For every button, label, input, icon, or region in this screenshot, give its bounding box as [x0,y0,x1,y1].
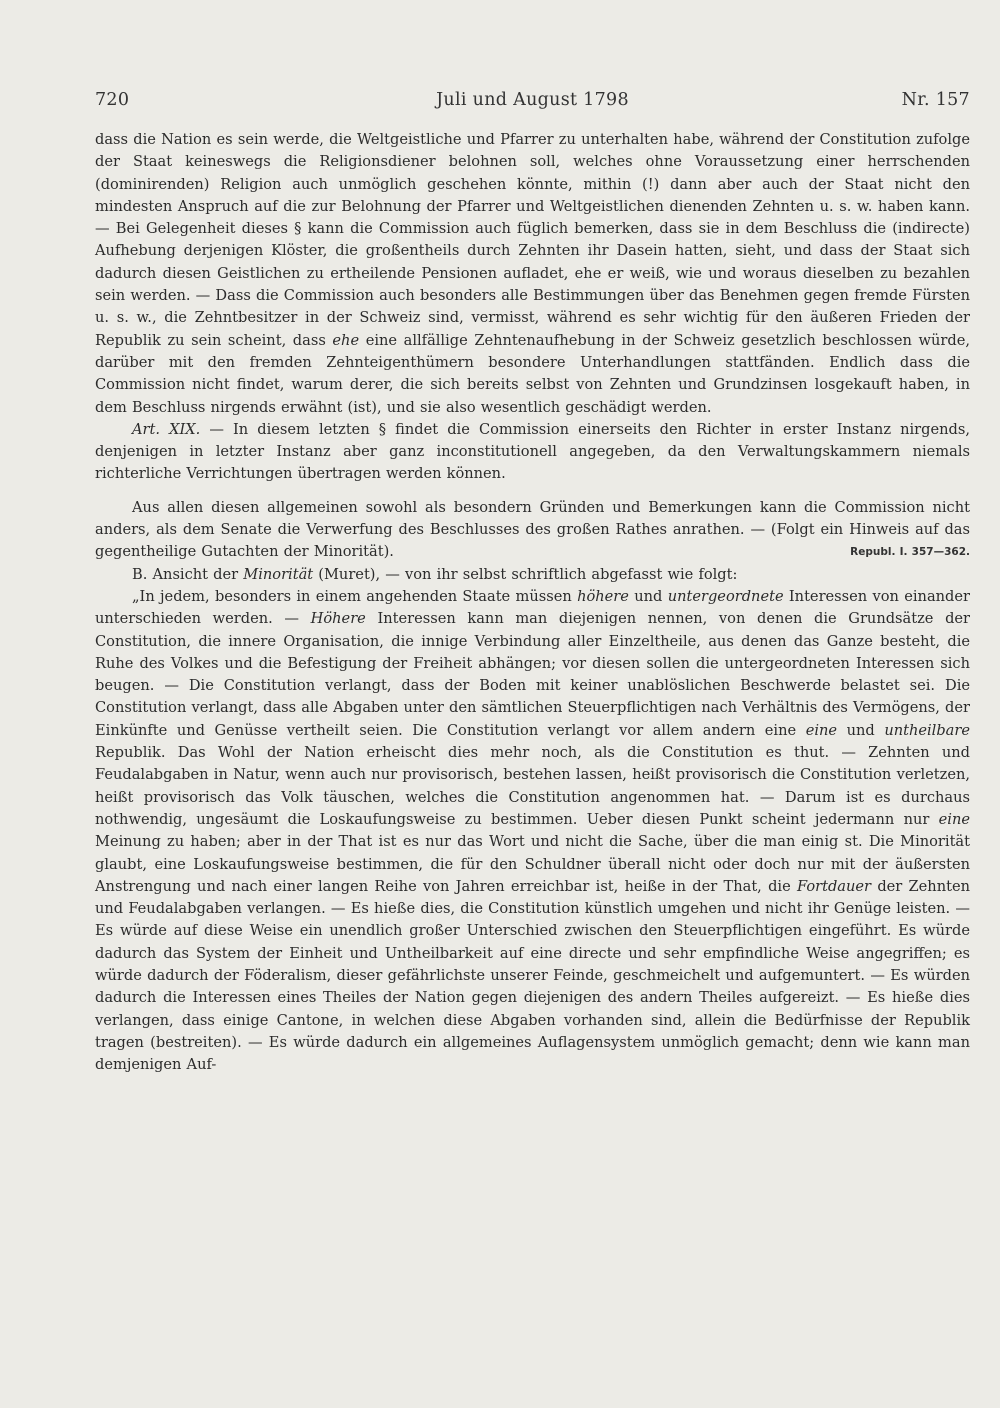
paragraph-3: Aus allen diesen allgemeinen sowohl als besondern Gründen und Bemerkungen kann die Commission nicht anders, als dem Senate die Verwerfung des Beschlusses des großen Rathes anrathen. — (Folgt ein Hinweis auf das gegentheilige Gutachten der Minorität). Republ. I. 357—362. [95,497,970,564]
paragraph-1: dass die Nation es sein werde, die Weltgeistliche und Pfarrer zu unterhalten habe, während der Constitution zufolge der Staat keineswegs die Religionsdiener belohnen soll, welches ohne Voraussetzung einer herrschenden (dominirenden) Religion auch unmöglich geschehen könnte, mithin (!) dann aber auch der Staat nicht den mindesten Anspruch auf die zur Belohnung der Pfarrer und Weltgeistlichen dienenden Zehnten u. s. w. haben kann. — Bei Gelegenheit dieses § kann die Commission auch füglich bemerken, dass sie in dem Beschluss die (indirecte) Aufhebung derjenigen Klöster, die großentheils durch Zehnten ihr Dasein hatten, sieht, und dass der Staat sich dadurch diesen Geistlichen zu ertheilende Pensionen aufladet, ehe er weiß, wie und woraus dieselben zu bezahlen sein werden. — Dass die Commission auch besonders alle Bestimmungen über das Benehmen gegen fremde Fürsten u. s. w., die Zehntbesitzer in der Schweiz sind, vermisst, während es sehr wichtig für den äußeren Frieden der Republik zu sein scheint, dass ehe eine allfällige Zehntenaufhebung in der Schweiz gesetzlich beschlossen würde, darüber mit den fremden Zehnteigenthümern besondere Unterhandlungen stattfänden. Endlich dass die Commission nicht findet, warum derer, die sich bereits selbst von Zehnten und Grundzinsen losgekauft haben, in dem Beschluss nirgends erwähnt (ist), und sie also wesentlich geschädigt werden. [95,131,971,416]
paragraph-4: B. Ansicht der Minorität (Muret), — von ihr selbst schriftlich abgefasst wie folgt: [132,565,738,583]
running-title: Juli und August 1798 [436,90,629,110]
page-number: 720 [95,90,130,110]
body-text [95,129,970,1076]
document-number: Nr. 157 [901,90,970,110]
paragraph-5: „In jedem, besonders in einem angehenden Staate müssen höhere und untergeordnete Interessen von einander unterschieden werden. — Höhere Interessen kann man diejenigen nennen, von denen die Grundsätze der Constitution, die innere Organisation, die innige Verbindung aller Einzeltheile, aus denen das Ganze besteht, die Ruhe des Volkes und die Befestigung der Freiheit abhängen; vor diesen sollen die untergeordneten Interessen sich beugen. — Die Constitution verlangt, dass der Boden mit keiner unablöslichen Beschwerde belastet sei. Die Constitution verlangt, dass alle Abgaben unter den sämtlichen Steuerpflichtigen nach Verhältnis des Vermögens, der Einkünfte und Genüsse vertheilt seien. Die Constitution verlangt vor allem andern eine eine und untheilbare Republik. Das Wohl der Nation erheischt dies mehr noch, als die Constitution es thut. — Zehnten und Feudalabgaben in Natur, wenn auch nur provisorisch, bestehen lassen, heißt provisorisch die Constitution verletzen, heißt provisorisch das Volk täuschen, welches die Constitution angenommen hat. — Darum ist es durchaus nothwendig, ungesäumt die Loskaufungsweise zu bestimmen. Ueber diesen Punkt scheint jedermann nur eine Meinung zu haben; aber in der That ist es nur das Wort und nicht die Sache, über die man einig st. Die Minorität glaubt, eine Loskaufungsweise bestimmen, die für den Schuldner überall nicht oder doch nur mit der äußersten Anstrengung und nach einer langen Reihe von Jahren erreichbar ist, heiße in der That, die Fortdauer der Zehnten und Feudalabgaben verlangen. — Es hieße dies, die Constitution künstlich umgehen und nicht ihr Genüge leisten. — Es würde auf diese Weise ein unendlich großer Unterschied zwischen den Steuerpflichtigen eingeführt. Es würde dadurch das System der Einheit und Untheilbarkeit auf eine directe und sehr empfindliche Weise angegriffen; es würde dadurch der Föderalism, dieser gefährlichste unserer Feinde, geschmeichelt und aufgemuntert. — Es würden dadurch die Interessen eines Theiles der Nation gegen diejenigen des andern Theiles aufgereizt. — Es hieße dies verlangen, dass einige Cantone, in welchen diese Abgaben vorhanden sind, allein die Bedürfnisse der Republik tragen (bestreiten). — Es würde dadurch ein allgemeines Auflagensystem unmöglich gemacht; denn wie kann man demjenigen Auf- [95,587,971,1074]
source-citation: Republ. I. 357—362. [850,546,970,559]
paragraph-2: Art. XIX. — In diesem letzten § findet die Commission einerseits den Richter in erster Instanz nirgends, denjenigen in letzter Instanz aber ganz inconstitutionell angegeben, da den Verwaltungskammern niemals richterliche Verrichtungen übertragen werden können. [95,420,970,483]
page-header [95,90,970,114]
